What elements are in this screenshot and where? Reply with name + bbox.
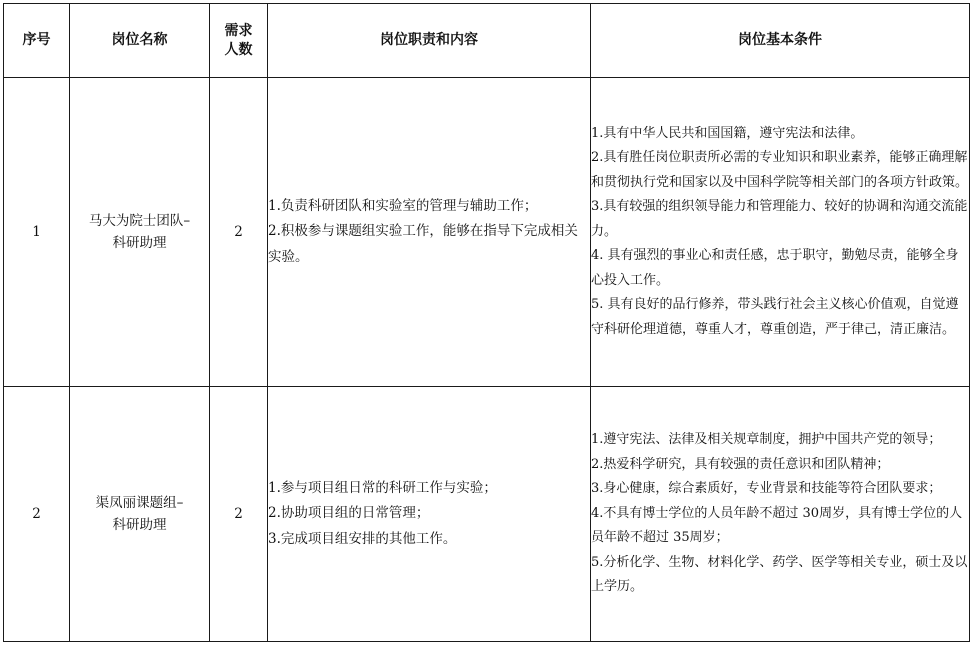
header-index: 序号 [4,4,70,78]
requirement-item: 5.分析化学、生物、材料化学、药学、医学等相关专业，硕士及以上学历。 [591,554,968,595]
row-position-line1: 马大为院士团队– [88,213,191,229]
row-duties [268,387,591,642]
row-requirements [591,387,970,642]
requirement-item: 4.不具有博士学位的人员年龄不超过 30周岁，具有博士学位的人员年龄不超过 35周岁； [591,505,963,546]
requirement-item: 5. 具有良好的品行修养，带头践行社会主义核心价值观，自觉遵守科研伦理道德，尊重人才，尊重创造，严于律己，清正廉洁。 [591,297,959,337]
requirement-item: 2.热爱科学研究，具有较强的责任意识和团队精神； [591,456,890,472]
table-row [4,78,970,387]
row-index: 2 [4,387,70,642]
row-count: 2 [210,78,268,387]
requirement-item: 2.具有胜任岗位职责所必需的专业知识和职业素养，能够正确理解和贯彻执行党和国家以及中国科学院等相关部门的各项方针政策。 [591,150,969,190]
row-index: 1 [4,78,70,387]
requirement-item: 3.身心健康，综合素质好，专业背景和技能等符合团队要求； [591,481,942,497]
requirement-item: 1.具有中华人民共和国国籍，遵守宪法和法律。 [591,125,864,141]
header-position: 岗位名称 [70,4,210,78]
table-header-row [4,4,970,78]
requirement-item: 3.具有较强的组织领导能力和管理能力、较好的协调和沟通交流能力。 [591,199,968,239]
row-position [70,387,210,642]
header-requirements: 岗位基本条件 [591,4,970,78]
row-requirements [591,78,970,387]
row-position-line1: 渠凤丽课题组– [95,495,184,511]
row-position-line2: 科研助理 [112,235,167,251]
table-row [4,387,970,642]
header-demand-line1: 需求 [224,22,253,39]
duty-item: 1.负责科研团队和实验室的管理与辅助工作； [268,197,538,214]
row-count: 2 [210,387,268,642]
requirement-item: 1.遵守宪法、法律及相关规章制度，拥护中国共产党的领导； [591,432,942,448]
positions-table [3,3,970,642]
requirement-item: 4. 具有强烈的事业心和责任感，忠于职守，勤勉尽责，能够全身心投入工作。 [591,248,959,288]
row-position-line2: 科研助理 [112,517,167,533]
row-duties [268,78,591,387]
header-duties: 岗位职责和内容 [268,4,591,78]
duty-item: 1.参与项目组日常的科研工作与实验； [268,479,497,496]
header-demand-line2: 人数 [224,41,253,58]
header-demand [210,4,268,78]
duty-item: 2.积极参与课题组实验工作，能够在指导下完成相关实验。 [268,223,578,265]
row-position [70,78,210,387]
duty-item: 3.完成项目组安排的其他工作。 [268,530,457,547]
duty-item: 2.协助项目组的日常管理； [268,505,430,522]
